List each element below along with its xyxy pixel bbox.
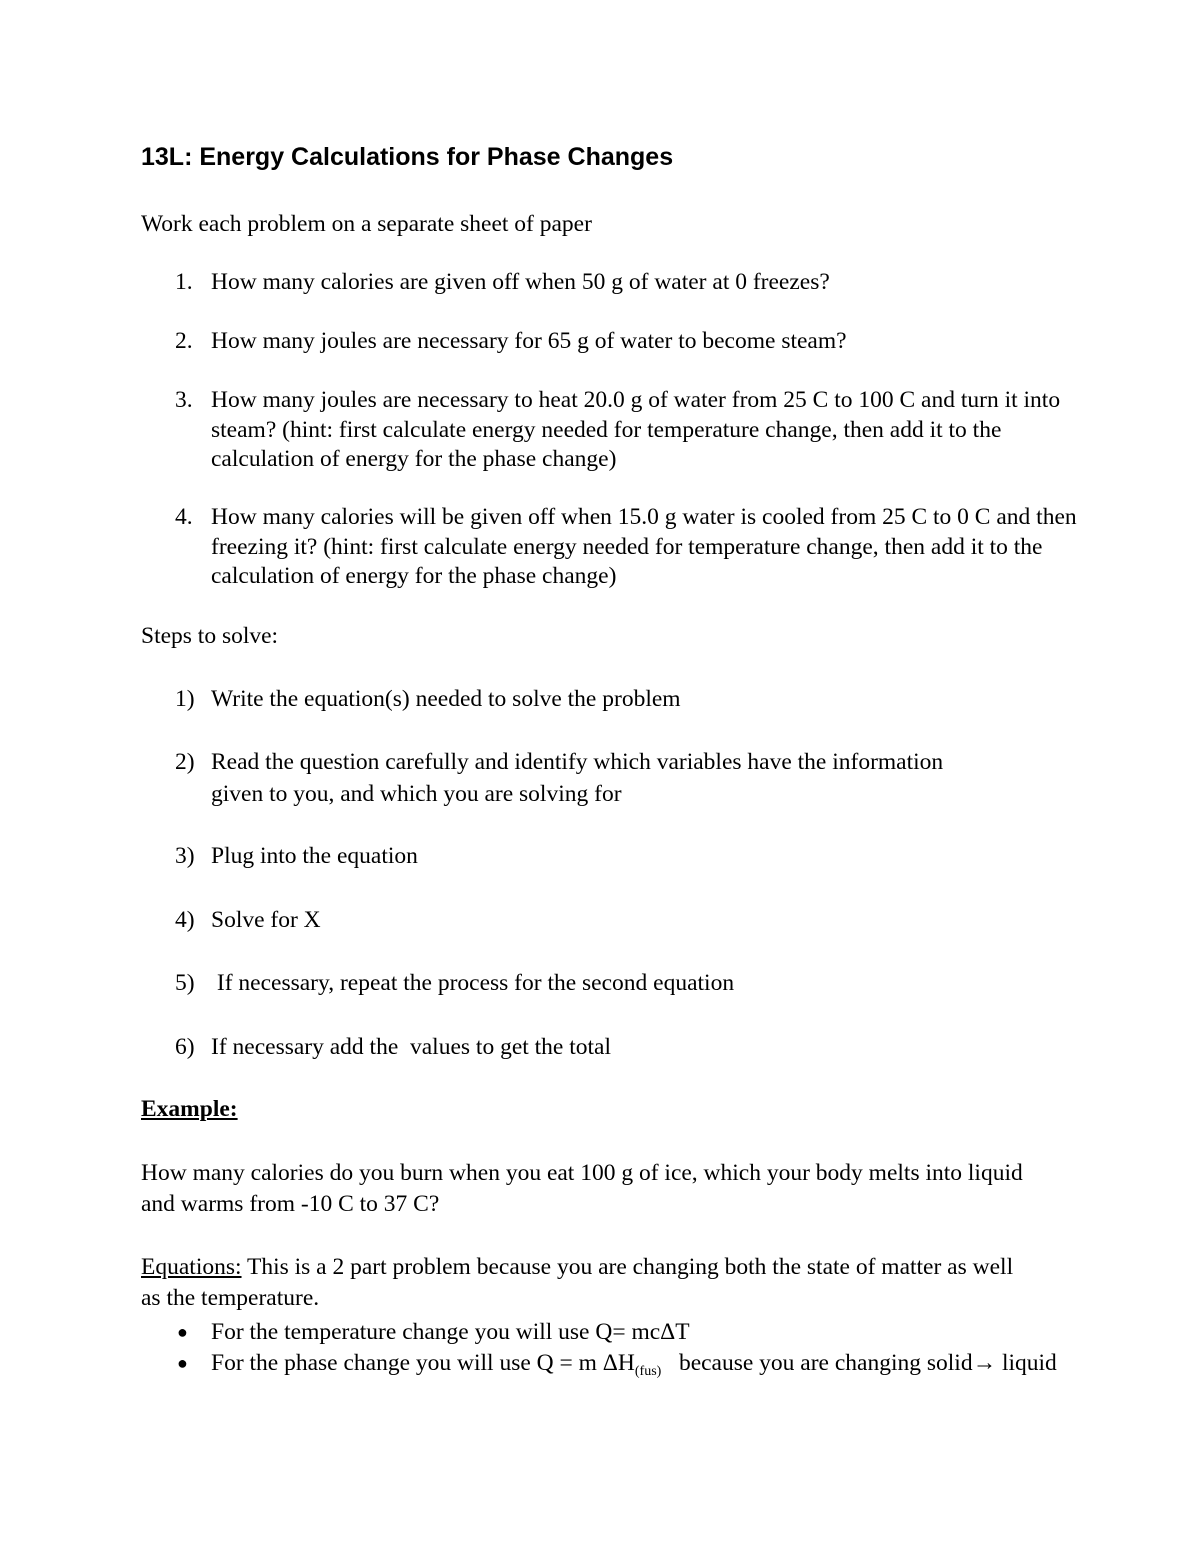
step-item-5 [141, 968, 1101, 1000]
bullet-dot: ● [177, 1322, 188, 1342]
bullet-dot: ● [177, 1353, 188, 1373]
example-heading: Example: [141, 1096, 238, 1122]
step-text: Solve for X [211, 907, 321, 933]
problem-number: 2. [175, 328, 193, 354]
problem-text: How many calories are given off when 50 g of water at 0 freezes? [211, 269, 830, 295]
equations-paragraph [141, 1252, 1021, 1314]
step-item-1 [141, 684, 1101, 716]
bullet-text-post: because you are changing solid→ liquid [661, 1350, 1057, 1376]
page-title: 13L: Energy Calculations for Phase Changes [141, 143, 674, 171]
step-item-2 [141, 747, 1101, 810]
step-item-3 [141, 841, 1101, 873]
bullet-text-pre: For the phase change you will use Q = m ΔH [211, 1350, 635, 1376]
problem-text: How many joules are necessary to heat 20.0 g of water from 25 C to 100 C and turn it into steam? (hint: first calculate energy needed for temperature change, then add it to the calculation of energy for the phase change) [211, 387, 1061, 472]
equations-text: This is a 2 part problem because you are changing both the state of matter as well as the temperature. [141, 1254, 1014, 1311]
step-text: If necessary add the values to get the total [211, 1034, 612, 1060]
step-text: Write the equation(s) needed to solve the problem [211, 686, 681, 712]
equations-label: Equations: [141, 1254, 242, 1280]
step-text: If necessary, repeat the process for the second equation [211, 970, 735, 996]
step-text: Read the question carefully and identify which variables have the information given to you, and which you are solving for [211, 749, 944, 807]
problem-text: How many calories will be given off when 15.0 g water is cooled from 25 C to 0 C and then freezing it? (hint: first calculate energy needed for temperature change, then add it to the calculation of energy for the phase change) [211, 504, 1077, 589]
bullet-item-temperature [141, 1316, 1101, 1348]
bullet-text: For the temperature change you will use Q= mcΔT [211, 1319, 690, 1345]
problem-number: 4. [175, 504, 193, 530]
problem-item-4 [141, 503, 1101, 592]
bullet-item-phase [141, 1347, 1101, 1388]
step-number: 5) [175, 970, 195, 996]
step-text: Plug into the equation [211, 843, 418, 869]
problem-item-3 [141, 386, 1101, 475]
step-number: 6) [175, 1034, 195, 1060]
problem-number: 1. [175, 269, 193, 295]
instruction-text: Work each problem on a separate sheet of paper [141, 211, 592, 237]
problem-item-1 [141, 268, 1101, 298]
problem-item-2 [141, 327, 1101, 357]
step-number: 3) [175, 843, 195, 869]
step-number: 1) [175, 686, 195, 712]
example-question: How many calories do you burn when you eat 100 g of ice, which your body melts into liquid and warms from -10 C to 37 C? [141, 1160, 1023, 1217]
step-item-4 [141, 905, 1101, 937]
step-item-6 [141, 1032, 1101, 1064]
fusion-subscript: (fus) [634, 1364, 662, 1379]
step-number: 2) [175, 749, 195, 775]
problem-text: How many joules are necessary for 65 g of water to become steam? [211, 328, 847, 354]
problem-number: 3. [175, 387, 193, 413]
step-number: 4) [175, 907, 195, 933]
steps-heading: Steps to solve: [141, 623, 279, 649]
